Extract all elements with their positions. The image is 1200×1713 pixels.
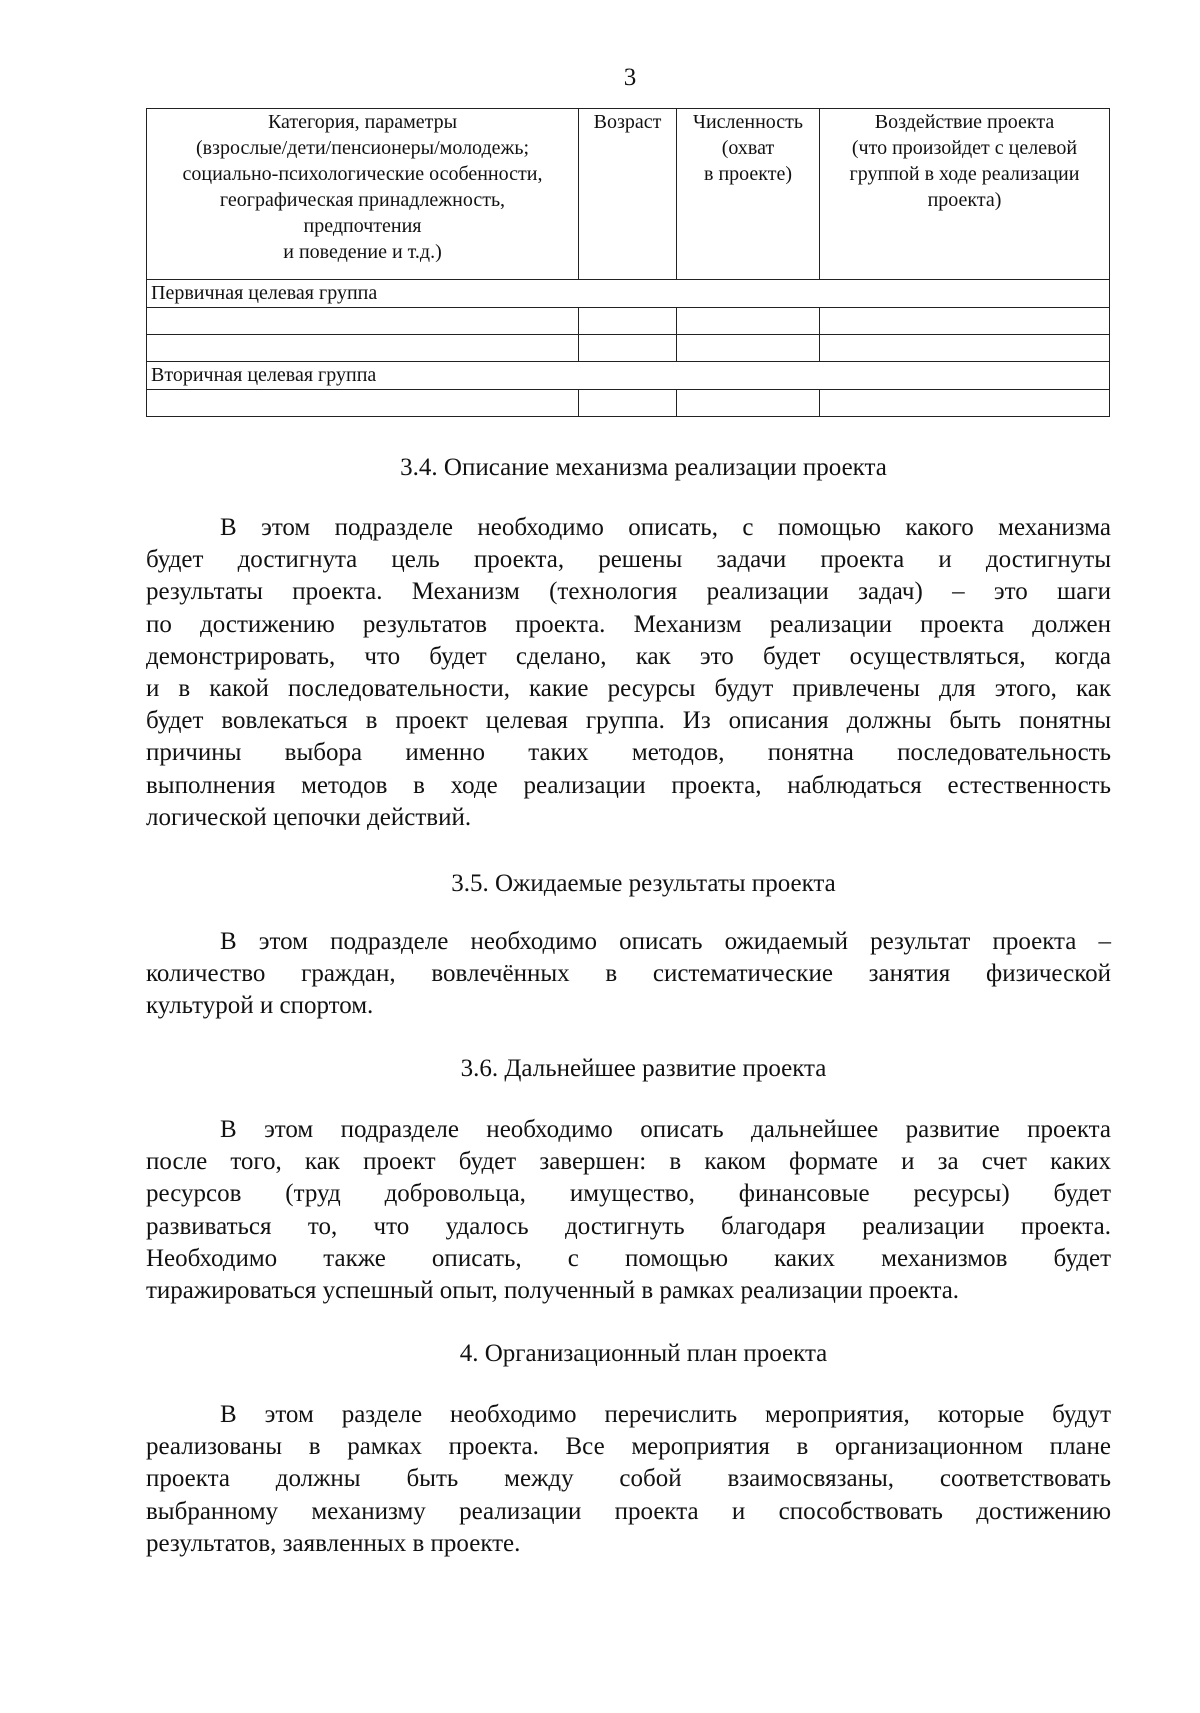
table-cell xyxy=(147,390,579,417)
table-cell xyxy=(147,335,579,362)
paragraph-line: В этом разделе необходимо перечислить мероприятия, которые будут xyxy=(220,1401,1111,1428)
header-count-line: (охват xyxy=(721,137,775,159)
secondary-group-label: Вторичная целевая группа xyxy=(147,362,1110,390)
paragraph-line: ресурсов (труд добровольца, имущество, финансовые ресурсы) будет xyxy=(146,1180,1111,1208)
section-3-4-body xyxy=(146,512,1111,834)
section-4 xyxy=(146,1338,1111,1370)
paragraph-line: проекта должны быть между собой взаимосвязаны, соответствовать xyxy=(146,1465,1111,1493)
paragraph-line: В этом подразделе необходимо описать, с помощью какого механизма xyxy=(220,514,1111,541)
primary-group-row xyxy=(147,280,1110,308)
header-category-line: предпочтения xyxy=(303,215,422,237)
table-cell xyxy=(147,308,579,335)
header-category-line: географическая принадлежность, xyxy=(219,189,506,211)
paragraph-line: после того, как проект будет завершен: в каком формате и за счет каких xyxy=(146,1148,1111,1176)
section-3-5 xyxy=(146,868,1111,900)
table-cell xyxy=(579,335,677,362)
paragraph-line: будет достигнута цель проекта, решены задачи проекта и достигнуты xyxy=(146,546,1111,574)
table-cell xyxy=(579,308,677,335)
primary-group-label: Первичная целевая группа xyxy=(147,280,1110,308)
paragraph-line: результаты проекта. Механизм (технология реализации задач) – это шаги xyxy=(146,578,1111,606)
page-number: 3 xyxy=(623,64,637,91)
paragraph-line: по достижению результатов проекта. Механизм реализации проекта должен xyxy=(146,610,1111,638)
header-count xyxy=(677,109,820,280)
table-cell xyxy=(820,308,1110,335)
header-category xyxy=(147,109,579,280)
paragraph-line: причины выбора именно таких методов, понятна последовательность xyxy=(146,739,1111,767)
table-row xyxy=(147,308,1110,335)
paragraph-line: культурой и спортом. xyxy=(146,992,374,1020)
header-category-line: социально-психологические особенности, xyxy=(182,163,543,185)
paragraph-line: демонстрировать, что будет сделано, как это будет осуществляться, когда xyxy=(146,642,1111,670)
paragraph-line: результатов, заявленных в проекте. xyxy=(146,1529,521,1557)
section-4-body xyxy=(146,1399,1111,1560)
header-count-line: в проекте) xyxy=(704,163,792,185)
header-impact xyxy=(820,109,1110,280)
header-impact-line: проекта) xyxy=(927,189,1002,211)
section-heading: 3.6. Дальнейшее развитие проекта xyxy=(460,1055,827,1082)
section-3-6 xyxy=(146,1053,1111,1085)
secondary-group-row xyxy=(147,362,1110,390)
header-impact-line: группой в ходе реализации xyxy=(849,163,1080,185)
table-row xyxy=(147,335,1110,362)
table-cell xyxy=(579,390,677,417)
header-count-line: Численность xyxy=(692,111,804,133)
paragraph-line: развиваться то, что удалось достигнуть благодаря реализации проекта. xyxy=(146,1212,1111,1240)
header-category-line: Категория, параметры xyxy=(267,111,458,133)
paragraph-line: логической цепочки действий. xyxy=(146,803,472,831)
section-3-5-body xyxy=(146,926,1111,1023)
paragraph-line: будет вовлекаться в проект целевая группа. Из описания должны быть понятны xyxy=(146,707,1111,735)
paragraph-line: выбранному механизму реализации проекта и способствовать достижению xyxy=(146,1497,1111,1525)
header-age-label: Возраст xyxy=(593,111,662,133)
table-cell xyxy=(677,335,820,362)
header-age xyxy=(579,109,677,280)
section-3-4 xyxy=(146,452,1111,484)
paragraph-line: В этом подразделе необходимо описать ожидаемый результат проекта – xyxy=(220,928,1111,955)
paragraph-line: В этом подразделе необходимо описать дальнейшее развитие проекта xyxy=(220,1116,1111,1143)
table-cell xyxy=(677,390,820,417)
header-impact-line: (что произойдет с целевой xyxy=(851,137,1078,159)
section-heading: 4. Организационный план проекта xyxy=(459,1340,828,1367)
table-row xyxy=(147,390,1110,417)
paragraph-line: тиражироваться успешный опыт, полученный в рамках реализации проекта. xyxy=(146,1277,960,1305)
header-impact-line: Воздействие проекта xyxy=(874,111,1055,133)
header-category-line: и поведение и т.д.) xyxy=(283,241,442,263)
header-category-line: (взрослые/дети/пенсионеры/молодежь; xyxy=(195,137,530,159)
table-cell xyxy=(820,335,1110,362)
paragraph-line: и в какой последовательности, какие ресурсы будут привлечены для этого, как xyxy=(146,675,1111,703)
section-heading: 3.4. Описание механизма реализации проекта xyxy=(400,454,887,481)
paragraph-line: реализованы в рамках проекта. Все мероприятия в организационном плане xyxy=(146,1433,1111,1461)
table-cell xyxy=(677,308,820,335)
paragraph-line: выполнения методов в ходе реализации проекта, наблюдаться естественность xyxy=(146,771,1111,799)
paragraph-line: Необходимо также описать, с помощью каких механизмов будет xyxy=(146,1244,1111,1272)
section-3-6-body xyxy=(146,1114,1111,1307)
section-heading: 3.5. Ожидаемые результаты проекта xyxy=(451,870,836,897)
target-group-table xyxy=(146,108,1110,417)
table-cell xyxy=(820,390,1110,417)
paragraph-line: количество граждан, вовлечённых в систематические занятия физической xyxy=(146,960,1111,988)
table-header-row xyxy=(147,109,1110,280)
